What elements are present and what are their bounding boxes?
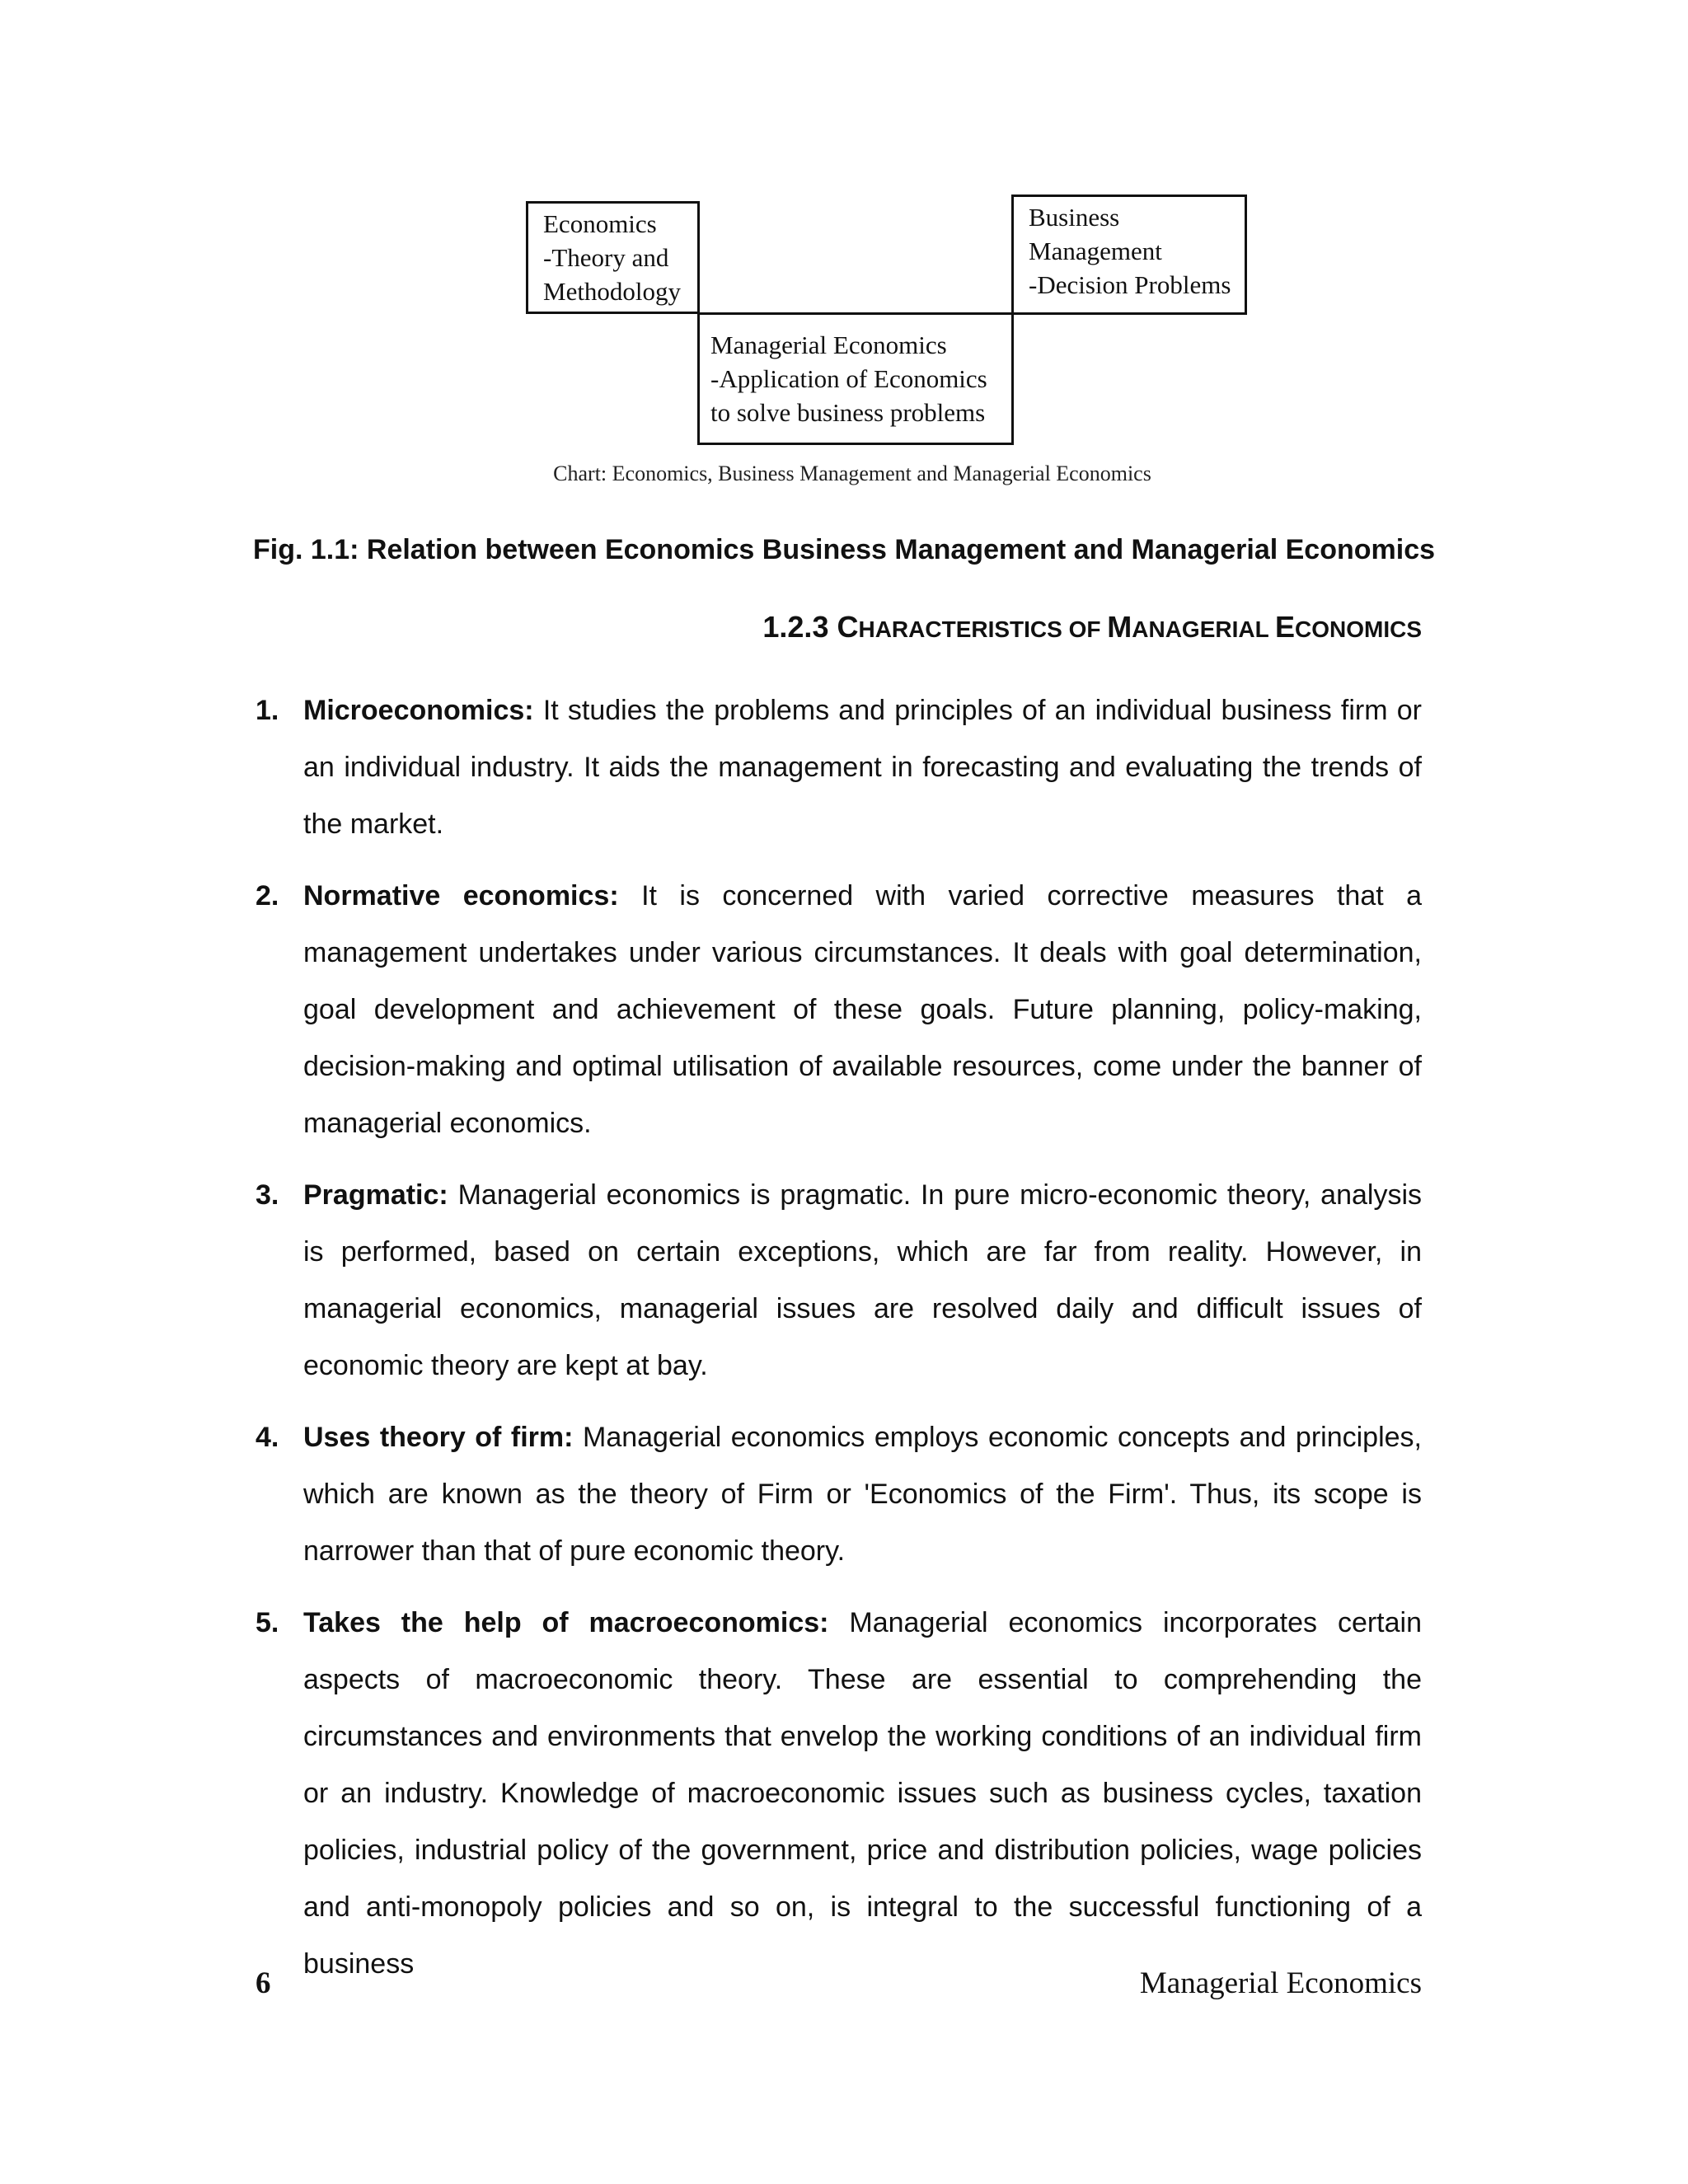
item-number: 1. [256, 695, 279, 726]
item-term: Takes the help of macroeconomics: [303, 1607, 829, 1638]
list-item [247, 1595, 1422, 1993]
section-title-cap: M [1107, 610, 1132, 644]
section-title-smallcaps: ANAGERIAL [1132, 616, 1275, 642]
list-item [247, 1409, 1422, 1580]
list-item [247, 682, 1422, 853]
figure-caption: Fig. 1.1: Relation between Economics Business Management and Managerial Economics [252, 534, 1436, 565]
item-term: Normative economics: [303, 880, 619, 912]
item-text: Managerial economics incorporates certain aspects of macroeconomic theory. These are essential to comprehending the circumstances and environments that envelop the working conditions of an individual firm or an industry. Knowledge of macroeconomic issues such as business cycles, taxation policies, industrial policy of the government, price and distribution policies, wage policies and anti-monopoly policies and so on, is integral to the successful functioning of a business [303, 1607, 1422, 1980]
section-heading [762, 610, 1422, 644]
managerial-box-line: to solve business problems [710, 398, 986, 427]
item-text: Managerial economics employs economic concepts and principles, which are known as the theory of Firm or 'Economics of the Firm'. Thus, its scope is narrower than that of pure economic theory. [303, 1422, 1422, 1567]
business-box-line: Management [1029, 237, 1162, 265]
section-title-smallcaps: HARACTERISTICS OF [858, 616, 1108, 642]
item-term: Microeconomics: [303, 695, 534, 726]
section-title-cap: E [1274, 610, 1295, 644]
section-title-cap: C [837, 610, 859, 644]
item-number: 3. [256, 1179, 279, 1211]
business-box-line: -Decision Problems [1029, 270, 1231, 299]
section-number: 1.2.3 [762, 610, 829, 644]
list-item [247, 868, 1422, 1152]
section-title-smallcaps: CONOMICS [1295, 616, 1422, 642]
item-text: It studies the problems and principles of an individual business firm or an individual industry. It aids the management in forecasting and evaluating the trends of the market. [303, 695, 1422, 840]
managerial-economics-box [697, 312, 1014, 445]
managerial-box-line: Managerial Economics [710, 330, 947, 359]
chart-caption: Chart: Economics, Business Management and Managerial Economics [553, 462, 1151, 485]
item-term: Pragmatic: [303, 1179, 448, 1211]
economics-box-line: Methodology [543, 277, 682, 306]
footer-book-title: Managerial Economics [1139, 1966, 1422, 2000]
item-term: Uses theory of firm: [303, 1422, 574, 1453]
economics-box-line: -Theory and [543, 243, 669, 272]
business-management-box [1011, 194, 1247, 315]
item-number: 2. [256, 880, 279, 912]
page-number: 6 [256, 1966, 271, 2000]
managerial-box-line: -Application of Economics [710, 364, 987, 393]
item-number: 5. [256, 1607, 279, 1638]
characteristics-list [247, 682, 1422, 2008]
business-box-line: Business [1029, 203, 1120, 232]
item-text: Managerial economics is pragmatic. In pure micro-economic theory, analysis is performed, based on certain exceptions, which are far from reality. However, in managerial economics, managerial issues are resolved daily and difficult issues of economic theory are kept at bay. [303, 1179, 1422, 1381]
economics-box [526, 201, 700, 314]
item-number: 4. [256, 1422, 279, 1453]
economics-box-line: Economics [543, 209, 657, 238]
list-item [247, 1167, 1422, 1394]
item-text: It is concerned with varied corrective measures that a management undertakes under various circumstances. It deals with goal determination, goal development and achievement of these goals. Future planning, policy-making, decision-making and optimal utilisation of available resources, come under the banner of managerial economics. [303, 880, 1422, 1139]
